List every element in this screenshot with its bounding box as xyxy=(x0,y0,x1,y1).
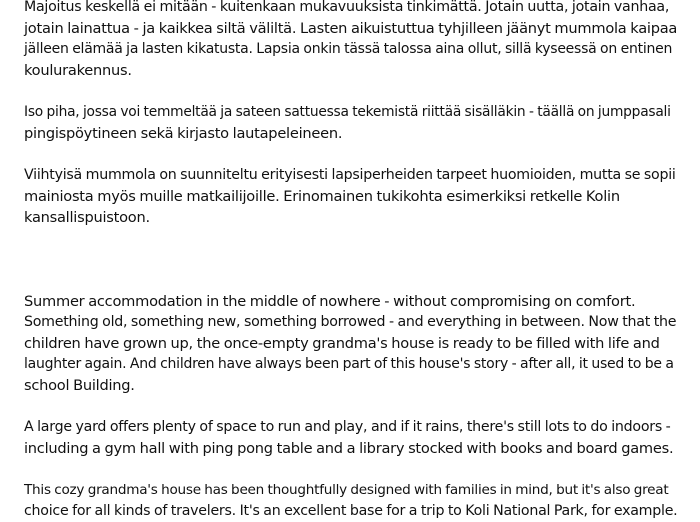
paragraph-spacer xyxy=(24,459,684,480)
text-line: A large yard offers plenty of space to run and play, and if it rains, there's still lots to do indoors - xyxy=(24,419,671,435)
text-line: jotain lainattua - ja kaikkea siltä väliltä. Lasten aikuistuttua tyhjilleen jäänyt mummola kaipaa xyxy=(24,20,678,37)
text-line: children have grown up, the once-empty grandma's house is ready to be filled with life and xyxy=(24,335,660,352)
paragraph-spacer xyxy=(24,81,684,102)
english-paragraph-1 xyxy=(24,291,684,396)
paragraph-spacer xyxy=(24,396,684,417)
english-paragraph-2 xyxy=(24,417,684,459)
text-line: school Building. xyxy=(24,377,135,394)
text-line: Majoitus keskellä ei mitään - kuitenkaan mukavuuksista tinkimättä. Jotain uutta, jotain vanhaa, xyxy=(24,0,670,15)
finnish-paragraph-2 xyxy=(24,102,684,144)
text-line: laughter again. And children have always been part of this house's story - after all, it used to be a xyxy=(24,356,674,372)
text-line: Viihtyisä mummola on suunniteltu erityisesti lapsiperheiden tarpeet huomioiden, mutta se sopii xyxy=(24,167,676,183)
text-line: Something old, something new, something borrowed - and everything in between. Now that the xyxy=(24,314,677,330)
text-line: koulurakennus. xyxy=(24,62,132,79)
text-line: kansallispuistoon. xyxy=(24,209,150,226)
text-line: This cozy grandma's house has been thoughtfully designed with families in mind, but it's also great xyxy=(24,482,669,498)
text-line: mainiosta myös muille matkailijoille. Erinomainen tukikohta esimerkiksi retkelle Kolin xyxy=(24,188,620,205)
text-line: choice for all kinds of travelers. It's an excellent base for a trip to Koli National Park, for example. xyxy=(24,503,678,519)
finnish-paragraph-3 xyxy=(24,165,684,228)
text-line: Summer accommodation in the middle of nowhere - without compromising on comfort. xyxy=(24,293,636,310)
document-body xyxy=(24,0,684,522)
section-spacer xyxy=(24,228,684,291)
text-line: jälleen elämää ja lasten kikatusta. Lapsia onkin tässä talossa aina ollut, sillä kyseessä on entinen xyxy=(24,41,673,57)
finnish-paragraph-1 xyxy=(24,0,684,81)
paragraph-spacer xyxy=(24,144,684,165)
text-line: including a gym hall with ping pong table and a library stocked with books and board games. xyxy=(24,440,674,457)
english-paragraph-3 xyxy=(24,480,684,522)
text-line: pingispöytineen sekä kirjasto lautapeleineen. xyxy=(24,125,343,142)
text-line: Iso piha, jossa voi temmeltää ja sateen sattuessa tekemistä riittää sisälläkin - täällä on jumppasali xyxy=(24,104,671,120)
